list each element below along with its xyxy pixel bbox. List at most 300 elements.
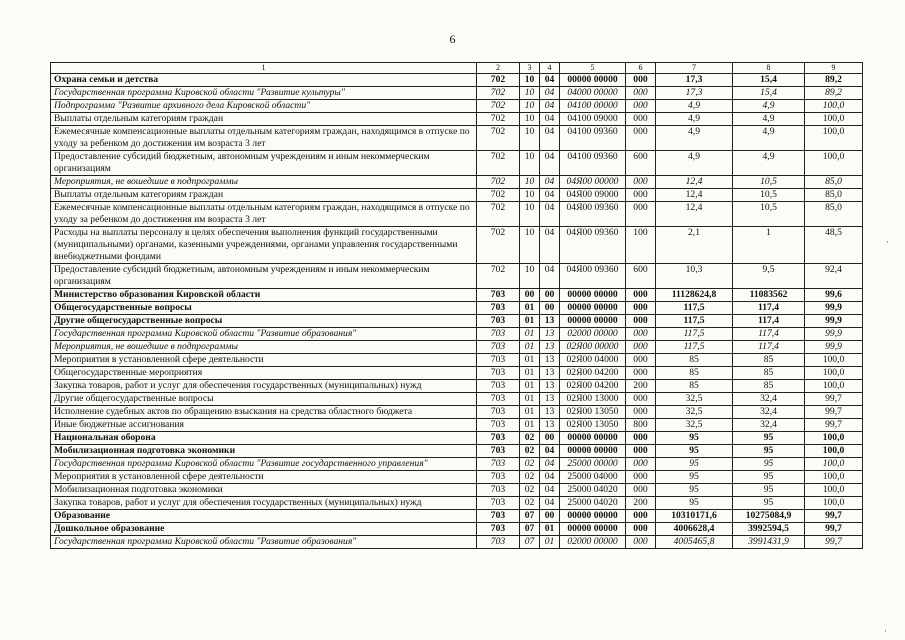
- item-name: Мобилизационная подготовка экономики: [51, 484, 477, 497]
- executed-amount: 4,9: [733, 113, 805, 126]
- planned-amount: 4,9: [656, 113, 733, 126]
- column-number-1: 1: [51, 63, 477, 74]
- target-item-code: 00000 00000: [560, 445, 626, 458]
- subsection-code: 00: [540, 510, 560, 523]
- executed-amount: 3991431,9: [733, 536, 805, 549]
- execution-percent: 100,0: [805, 354, 863, 367]
- subsection-code: 04: [540, 176, 560, 189]
- planned-amount: 12,4: [656, 189, 733, 202]
- column-number-6: 6: [626, 63, 656, 74]
- executed-amount: 10,5: [733, 176, 805, 189]
- execution-percent: 99,7: [805, 536, 863, 549]
- item-name: Мероприятия в установленной сфере деятельности: [51, 471, 477, 484]
- subsection-code: 04: [540, 497, 560, 510]
- subsection-code: 04: [540, 471, 560, 484]
- planned-amount: 12,4: [656, 202, 733, 227]
- ministry-code: 702: [477, 264, 520, 289]
- item-name: Другие общегосударственные вопросы: [51, 315, 477, 328]
- planned-amount: 10,3: [656, 264, 733, 289]
- planned-amount: 95: [656, 445, 733, 458]
- executed-amount: 4,9: [733, 151, 805, 176]
- section-code: 10: [520, 264, 540, 289]
- table-row: [51, 354, 863, 367]
- planned-amount: 4,9: [656, 151, 733, 176]
- table-row: [51, 510, 863, 523]
- target-item-code: 25000 04020: [560, 497, 626, 510]
- planned-amount: 32,5: [656, 419, 733, 432]
- subsection-code: 04: [540, 126, 560, 151]
- column-number-2: 2: [477, 63, 520, 74]
- execution-percent: 100,0: [805, 151, 863, 176]
- table-row: [51, 264, 863, 289]
- execution-percent: 100,0: [805, 367, 863, 380]
- column-number-7: 7: [656, 63, 733, 74]
- execution-percent: 99,6: [805, 289, 863, 302]
- execution-percent: 99,7: [805, 419, 863, 432]
- subsection-code: 04: [540, 87, 560, 100]
- target-item-code: 02Я00 04200: [560, 380, 626, 393]
- table-row: [51, 189, 863, 202]
- execution-percent: 89,2: [805, 74, 863, 87]
- table-row: [51, 113, 863, 126]
- ministry-code: 703: [477, 471, 520, 484]
- execution-percent: 100,0: [805, 445, 863, 458]
- table-row: [51, 406, 863, 419]
- ministry-code: 702: [477, 176, 520, 189]
- table-row: [51, 289, 863, 302]
- table-row: [51, 302, 863, 315]
- table-row: [51, 176, 863, 189]
- item-name: Предоставление субсидий бюджетным, автономным учреждениям и иным некоммерческим организациям: [51, 264, 477, 289]
- expense-type-code: 000: [626, 126, 656, 151]
- target-item-code: 25000 04020: [560, 484, 626, 497]
- execution-percent: 100,0: [805, 497, 863, 510]
- section-code: 01: [520, 419, 540, 432]
- item-name: Общегосударственные мероприятия: [51, 367, 477, 380]
- executed-amount: 4,9: [733, 126, 805, 151]
- section-code: 02: [520, 458, 540, 471]
- execution-percent: 99,9: [805, 302, 863, 315]
- subsection-code: 04: [540, 445, 560, 458]
- ministry-code: 703: [477, 536, 520, 549]
- subsection-code: 04: [540, 189, 560, 202]
- expense-type-code: 000: [626, 315, 656, 328]
- target-item-code: 04Я00 09000: [560, 189, 626, 202]
- executed-amount: 85: [733, 380, 805, 393]
- section-code: 02: [520, 484, 540, 497]
- column-number-9: 9: [805, 63, 863, 74]
- target-item-code: 02Я00 04000: [560, 354, 626, 367]
- planned-amount: 32,5: [656, 393, 733, 406]
- subsection-code: 04: [540, 100, 560, 113]
- section-code: 10: [520, 100, 540, 113]
- item-name: Мероприятия в установленной сфере деятельности: [51, 354, 477, 367]
- executed-amount: 3992594,5: [733, 523, 805, 536]
- subsection-code: 13: [540, 419, 560, 432]
- column-number-row: [51, 63, 863, 74]
- budget-table-body: [51, 74, 863, 549]
- expense-type-code: 000: [626, 406, 656, 419]
- expense-type-code: 200: [626, 380, 656, 393]
- target-item-code: 00000 00000: [560, 523, 626, 536]
- section-code: 01: [520, 302, 540, 315]
- ministry-code: 703: [477, 445, 520, 458]
- section-code: 10: [520, 202, 540, 227]
- scan-mark: ·: [886, 237, 889, 247]
- item-name: Охрана семьи и детства: [51, 74, 477, 87]
- execution-percent: 100,0: [805, 471, 863, 484]
- section-code: 01: [520, 367, 540, 380]
- section-code: 07: [520, 523, 540, 536]
- ministry-code: 702: [477, 113, 520, 126]
- ministry-code: 703: [477, 458, 520, 471]
- target-item-code: 04100 09000: [560, 113, 626, 126]
- execution-percent: 99,7: [805, 406, 863, 419]
- planned-amount: 95: [656, 471, 733, 484]
- planned-amount: 17,3: [656, 87, 733, 100]
- subsection-code: 04: [540, 227, 560, 264]
- subsection-code: 04: [540, 113, 560, 126]
- expense-type-code: 000: [626, 458, 656, 471]
- scan-mark: ·: [884, 626, 887, 636]
- page-number: 6: [449, 32, 456, 46]
- execution-percent: 100,0: [805, 380, 863, 393]
- subsection-code: 04: [540, 484, 560, 497]
- executed-amount: 85: [733, 354, 805, 367]
- expense-type-code: 000: [626, 202, 656, 227]
- planned-amount: 85: [656, 380, 733, 393]
- target-item-code: 04100 09360: [560, 126, 626, 151]
- ministry-code: 703: [477, 367, 520, 380]
- item-name: Государственная программа Кировской области "Развитие культуры": [51, 87, 477, 100]
- ministry-code: 702: [477, 100, 520, 113]
- expense-type-code: 000: [626, 471, 656, 484]
- subsection-code: 13: [540, 328, 560, 341]
- executed-amount: 1: [733, 227, 805, 264]
- table-row: [51, 484, 863, 497]
- executed-amount: 95: [733, 484, 805, 497]
- expense-type-code: 000: [626, 432, 656, 445]
- subsection-code: 04: [540, 151, 560, 176]
- target-item-code: 02000 00000: [560, 536, 626, 549]
- subsection-code: 04: [540, 264, 560, 289]
- section-code: 07: [520, 510, 540, 523]
- expense-type-code: 000: [626, 484, 656, 497]
- expense-type-code: 800: [626, 419, 656, 432]
- target-item-code: 04000 00000: [560, 87, 626, 100]
- executed-amount: 95: [733, 458, 805, 471]
- subsection-code: 13: [540, 367, 560, 380]
- executed-amount: 15,4: [733, 74, 805, 87]
- expense-type-code: 000: [626, 176, 656, 189]
- item-name: Подпрограмма "Развитие архивного дела Кировской области": [51, 100, 477, 113]
- planned-amount: 95: [656, 484, 733, 497]
- expense-type-code: 100: [626, 227, 656, 264]
- item-name: Закупка товаров, работ и услуг для обеспечения государственных (муниципальных) нужд: [51, 497, 477, 510]
- execution-percent: 92,4: [805, 264, 863, 289]
- ministry-code: 703: [477, 328, 520, 341]
- execution-percent: 85,0: [805, 189, 863, 202]
- item-name: Мобилизационная подготовка экономики: [51, 445, 477, 458]
- expense-type-code: 000: [626, 302, 656, 315]
- ministry-code: 703: [477, 523, 520, 536]
- target-item-code: 00000 00000: [560, 432, 626, 445]
- target-item-code: 02Я00 13000: [560, 393, 626, 406]
- target-item-code: 04Я00 09360: [560, 227, 626, 264]
- execution-percent: 99,7: [805, 510, 863, 523]
- subsection-code: 01: [540, 523, 560, 536]
- expense-type-code: 000: [626, 100, 656, 113]
- section-code: 07: [520, 536, 540, 549]
- subsection-code: 13: [540, 315, 560, 328]
- target-item-code: 25000 00000: [560, 458, 626, 471]
- ministry-code: 703: [477, 510, 520, 523]
- section-code: 10: [520, 74, 540, 87]
- executed-amount: 32,4: [733, 393, 805, 406]
- section-code: 00: [520, 289, 540, 302]
- table-row: [51, 367, 863, 380]
- item-name: Мероприятия, не вошедшие в подпрограммы: [51, 341, 477, 354]
- section-code: 10: [520, 189, 540, 202]
- section-code: 01: [520, 380, 540, 393]
- item-name: Образование: [51, 510, 477, 523]
- item-name: Министерство образования Кировской области: [51, 289, 477, 302]
- planned-amount: 2,1: [656, 227, 733, 264]
- expense-type-code: 000: [626, 328, 656, 341]
- subsection-code: 04: [540, 74, 560, 87]
- item-name: Дошкольное образование: [51, 523, 477, 536]
- planned-amount: 95: [656, 432, 733, 445]
- target-item-code: 00000 00000: [560, 315, 626, 328]
- section-code: 10: [520, 126, 540, 151]
- table-row: [51, 315, 863, 328]
- target-item-code: 00000 00000: [560, 302, 626, 315]
- column-number-4: 4: [540, 63, 560, 74]
- subsection-code: 13: [540, 354, 560, 367]
- execution-percent: 100,0: [805, 484, 863, 497]
- planned-amount: 12,4: [656, 176, 733, 189]
- planned-amount: 85: [656, 354, 733, 367]
- table-row: [51, 393, 863, 406]
- planned-amount: 117,5: [656, 341, 733, 354]
- subsection-code: 13: [540, 393, 560, 406]
- planned-amount: 11128624,8: [656, 289, 733, 302]
- ministry-code: 703: [477, 406, 520, 419]
- execution-percent: 100,0: [805, 458, 863, 471]
- planned-amount: 4005465,8: [656, 536, 733, 549]
- table-row: [51, 523, 863, 536]
- executed-amount: 85: [733, 367, 805, 380]
- table-row: [51, 380, 863, 393]
- execution-percent: 48,5: [805, 227, 863, 264]
- expense-type-code: 000: [626, 113, 656, 126]
- ministry-code: 703: [477, 380, 520, 393]
- table-row: [51, 419, 863, 432]
- table-row: [51, 432, 863, 445]
- execution-percent: 99,9: [805, 341, 863, 354]
- subsection-code: 00: [540, 432, 560, 445]
- item-name: Мероприятия, не вошедшие в подпрограммы: [51, 176, 477, 189]
- table-row: [51, 458, 863, 471]
- execution-percent: 100,0: [805, 126, 863, 151]
- item-name: Ежемесячные компенсационные выплаты отдельным категориям граждан, находящимся в отпуске по уходу за ребенком до достижения им возраста 3 лет: [51, 202, 477, 227]
- execution-percent: 85,0: [805, 176, 863, 189]
- planned-amount: 95: [656, 497, 733, 510]
- target-item-code: 02000 00000: [560, 328, 626, 341]
- target-item-code: 04Я00 09360: [560, 264, 626, 289]
- ministry-code: 702: [477, 227, 520, 264]
- item-name: Выплаты отдельным категориям граждан: [51, 113, 477, 126]
- executed-amount: 117,4: [733, 315, 805, 328]
- ministry-code: 703: [477, 341, 520, 354]
- section-code: 10: [520, 87, 540, 100]
- section-code: 10: [520, 151, 540, 176]
- table-row: [51, 536, 863, 549]
- item-name: Иные бюджетные ассигнования: [51, 419, 477, 432]
- item-name: Исполнение судебных актов по обращению взыскания на средства областного бюджета: [51, 406, 477, 419]
- table-row: [51, 87, 863, 100]
- executed-amount: 117,4: [733, 302, 805, 315]
- ministry-code: 703: [477, 354, 520, 367]
- executed-amount: 32,4: [733, 406, 805, 419]
- section-code: 01: [520, 393, 540, 406]
- expense-type-code: 000: [626, 510, 656, 523]
- executed-amount: 10275084,9: [733, 510, 805, 523]
- executed-amount: 95: [733, 432, 805, 445]
- expense-type-code: 000: [626, 536, 656, 549]
- subsection-code: 13: [540, 406, 560, 419]
- execution-percent: 100,0: [805, 432, 863, 445]
- execution-percent: 100,0: [805, 100, 863, 113]
- executed-amount: 10,5: [733, 189, 805, 202]
- column-number-8: 8: [733, 63, 805, 74]
- item-name: Другие общегосударственные вопросы: [51, 393, 477, 406]
- planned-amount: 95: [656, 458, 733, 471]
- ministry-code: 703: [477, 419, 520, 432]
- expense-type-code: 200: [626, 497, 656, 510]
- expense-type-code: 600: [626, 264, 656, 289]
- expense-type-code: 000: [626, 87, 656, 100]
- target-item-code: 04100 00000: [560, 100, 626, 113]
- executed-amount: 9,5: [733, 264, 805, 289]
- planned-amount: 4,9: [656, 126, 733, 151]
- ministry-code: 703: [477, 289, 520, 302]
- section-code: 01: [520, 354, 540, 367]
- ministry-code: 703: [477, 432, 520, 445]
- expense-type-code: 600: [626, 151, 656, 176]
- planned-amount: 4,9: [656, 100, 733, 113]
- ministry-code: 702: [477, 126, 520, 151]
- planned-amount: 17,3: [656, 74, 733, 87]
- target-item-code: 00000 00000: [560, 289, 626, 302]
- expense-type-code: 000: [626, 393, 656, 406]
- planned-amount: 117,5: [656, 328, 733, 341]
- item-name: Выплаты отдельным категориям граждан: [51, 189, 477, 202]
- executed-amount: 117,4: [733, 341, 805, 354]
- target-item-code: 04Я00 09360: [560, 202, 626, 227]
- table-row: [51, 202, 863, 227]
- subsection-code: 13: [540, 341, 560, 354]
- expense-type-code: 000: [626, 189, 656, 202]
- target-item-code: 00000 00000: [560, 74, 626, 87]
- expense-type-code: 000: [626, 341, 656, 354]
- subsection-code: 04: [540, 458, 560, 471]
- subsection-code: 00: [540, 289, 560, 302]
- target-item-code: 04100 09360: [560, 151, 626, 176]
- ministry-code: 702: [477, 189, 520, 202]
- executed-amount: 10,5: [733, 202, 805, 227]
- budget-table: [50, 62, 863, 549]
- executed-amount: 15,4: [733, 87, 805, 100]
- item-name: Общегосударственные вопросы: [51, 302, 477, 315]
- planned-amount: 32,5: [656, 406, 733, 419]
- executed-amount: 32,4: [733, 419, 805, 432]
- ministry-code: 702: [477, 74, 520, 87]
- column-number-5: 5: [560, 63, 626, 74]
- item-name: Государственная программа Кировской области "Развитие государственного управления": [51, 458, 477, 471]
- executed-amount: 95: [733, 471, 805, 484]
- execution-percent: 99,7: [805, 393, 863, 406]
- subsection-code: 01: [540, 536, 560, 549]
- target-item-code: 02Я00 00000: [560, 341, 626, 354]
- target-item-code: 04Я00 00000: [560, 176, 626, 189]
- ministry-code: 703: [477, 484, 520, 497]
- section-code: 01: [520, 341, 540, 354]
- table-row: [51, 445, 863, 458]
- execution-percent: 89,2: [805, 87, 863, 100]
- item-name: Ежемесячные компенсационные выплаты отдельным категориям граждан, находящимся в отпуске по уходу за ребенком до достижения им возраста 3 лет: [51, 126, 477, 151]
- expense-type-code: 000: [626, 74, 656, 87]
- item-name: Государственная программа Кировской области "Развитие образования": [51, 328, 477, 341]
- column-number-3: 3: [520, 63, 540, 74]
- item-name: Предоставление субсидий бюджетным, автономным учреждениям и иным некоммерческим организациям: [51, 151, 477, 176]
- section-code: 01: [520, 315, 540, 328]
- item-name: Государственная программа Кировской области "Развитие образования": [51, 536, 477, 549]
- ministry-code: 702: [477, 202, 520, 227]
- section-code: 02: [520, 471, 540, 484]
- section-code: 10: [520, 227, 540, 264]
- ministry-code: 703: [477, 315, 520, 328]
- target-item-code: 02Я00 13050: [560, 419, 626, 432]
- target-item-code: 02Я00 04200: [560, 367, 626, 380]
- table-row: [51, 126, 863, 151]
- execution-percent: 99,7: [805, 523, 863, 536]
- section-code: 01: [520, 328, 540, 341]
- planned-amount: 117,5: [656, 315, 733, 328]
- planned-amount: 117,5: [656, 302, 733, 315]
- section-code: 02: [520, 445, 540, 458]
- item-name: Расходы на выплаты персоналу в целях обеспечения выполнения функций государственными (муниципальными) органами, казенными учреждениями, органами управления государственными внебюджетными фондами: [51, 227, 477, 264]
- ministry-code: 702: [477, 87, 520, 100]
- execution-percent: 85,0: [805, 202, 863, 227]
- section-code: 01: [520, 406, 540, 419]
- section-code: 02: [520, 497, 540, 510]
- ministry-code: 703: [477, 302, 520, 315]
- table-row: [51, 471, 863, 484]
- executed-amount: 4,9: [733, 100, 805, 113]
- expense-type-code: 000: [626, 354, 656, 367]
- executed-amount: 117,4: [733, 328, 805, 341]
- expense-type-code: 000: [626, 367, 656, 380]
- execution-percent: 99,9: [805, 328, 863, 341]
- planned-amount: 10310171,6: [656, 510, 733, 523]
- table-row: [51, 227, 863, 264]
- ministry-code: 703: [477, 393, 520, 406]
- table-row: [51, 151, 863, 176]
- table-row: [51, 100, 863, 113]
- execution-percent: 99,9: [805, 315, 863, 328]
- executed-amount: 95: [733, 497, 805, 510]
